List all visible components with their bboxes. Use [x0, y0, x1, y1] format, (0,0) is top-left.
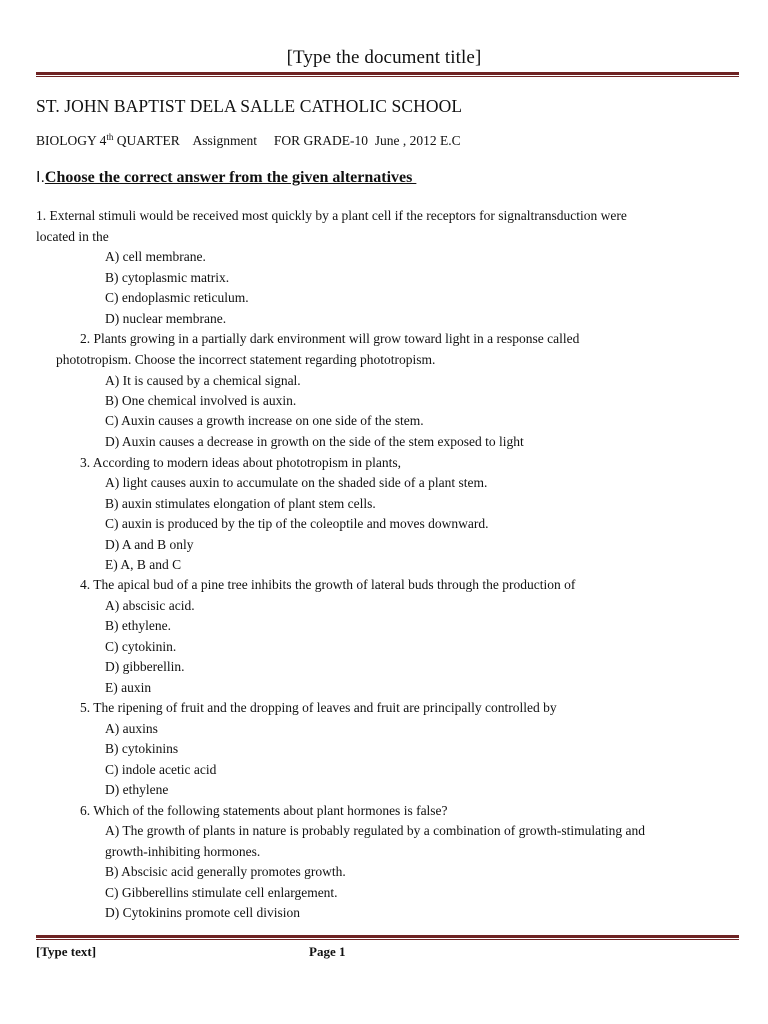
- page-number: Page 1: [309, 944, 346, 959]
- q2-option-c: C) Auxin causes a growth increase on one side of the stem.: [105, 413, 424, 428]
- document-title: [Type the document title]: [286, 47, 482, 68]
- q6-option-a-continued: growth-inhibiting hormones.: [105, 844, 261, 859]
- subheader-superscript: th: [106, 132, 114, 142]
- q4-option-c: C) cytokinin.: [105, 639, 177, 654]
- q3-option-a: A) light causes auxin to accumulate on the shaded side of a plant stem.: [105, 475, 488, 490]
- subheader-suffix: QUARTER Assignment FOR GRADE-10 June , 2012 E.C: [113, 133, 461, 148]
- question-3: 3. According to modern ideas about phototropism in plants,: [80, 455, 401, 470]
- assignment-subheader: [36, 132, 461, 149]
- header-rule-thick: [36, 72, 739, 75]
- header-rule-thin: [36, 76, 739, 77]
- question-4: 4. The apical bud of a pine tree inhibits the growth of lateral buds through the production of: [80, 577, 576, 592]
- q2-option-a: A) It is caused by a chemical signal.: [105, 373, 301, 388]
- q5-option-b: B) cytokinins: [105, 741, 179, 756]
- question-5: 5. The ripening of fruit and the dropping of leaves and fruit are principally controlled by: [80, 700, 557, 715]
- q4-option-b: B) ethylene.: [105, 618, 171, 633]
- q6-option-b: B) Abscisic acid generally promotes growth.: [105, 864, 346, 879]
- q3-option-c: C) auxin is produced by the tip of the coleoptile and moves downward.: [105, 516, 489, 531]
- question-2-line-2: phototropism. Choose the incorrect statement regarding phototropism.: [56, 352, 436, 367]
- question-6: 6. Which of the following statements about plant hormones is false?: [80, 803, 448, 818]
- q1-option-a: A) cell membrane.: [105, 249, 206, 264]
- section-heading: [36, 169, 416, 187]
- q5-option-d: D) ethylene: [105, 782, 169, 797]
- q4-option-a: A) abscisic acid.: [105, 598, 195, 613]
- q5-option-a: A) auxins: [105, 721, 158, 736]
- footer-rule-thin: [36, 939, 739, 940]
- question-1-line-1: 1. External stimuli would be received most quickly by a plant cell if the receptors for signaltransduction were: [36, 208, 627, 223]
- q2-option-d: D) Auxin causes a decrease in growth on the side of the stem exposed to light: [105, 434, 524, 449]
- footer-rule: [36, 935, 739, 940]
- q3-option-b: B) auxin stimulates elongation of plant stem cells.: [105, 496, 376, 511]
- header-rule: [36, 72, 739, 77]
- q6-option-a: A) The growth of plants in nature is probably regulated by a combination of growth-stimulating and: [105, 823, 646, 838]
- q2-option-b: B) One chemical involved is auxin.: [105, 393, 297, 408]
- subheader-prefix: BIOLOGY 4: [36, 133, 107, 148]
- footer-text: [Type text]: [36, 944, 97, 959]
- section-numeral: I.: [36, 169, 45, 186]
- q6-option-d: D) Cytokinins promote cell division: [105, 905, 300, 920]
- q4-option-e: E) auxin: [105, 680, 152, 695]
- question-1-line-2: located in the: [36, 229, 109, 244]
- q3-option-d: D) A and B only: [105, 537, 194, 552]
- q3-option-e: E) A, B and C: [105, 557, 182, 572]
- q5-option-c: C) indole acetic acid: [105, 762, 217, 777]
- q6-option-c: C) Gibberellins stimulate cell enlargement.: [105, 885, 338, 900]
- q1-option-c: C) endoplasmic reticulum.: [105, 290, 249, 305]
- school-name: ST. JOHN BAPTIST DELA SALLE CATHOLIC SCHOOL: [36, 96, 463, 116]
- q1-option-b: B) cytoplasmic matrix.: [105, 270, 230, 285]
- section-heading-text: Choose the correct answer from the given alternatives: [44, 169, 417, 186]
- q1-option-d: D) nuclear membrane.: [105, 311, 227, 326]
- footer-rule-thick: [36, 935, 739, 938]
- q4-option-d: D) gibberellin.: [105, 659, 185, 674]
- question-2-line-1: 2. Plants growing in a partially dark environment will grow toward light in a response called: [80, 331, 580, 346]
